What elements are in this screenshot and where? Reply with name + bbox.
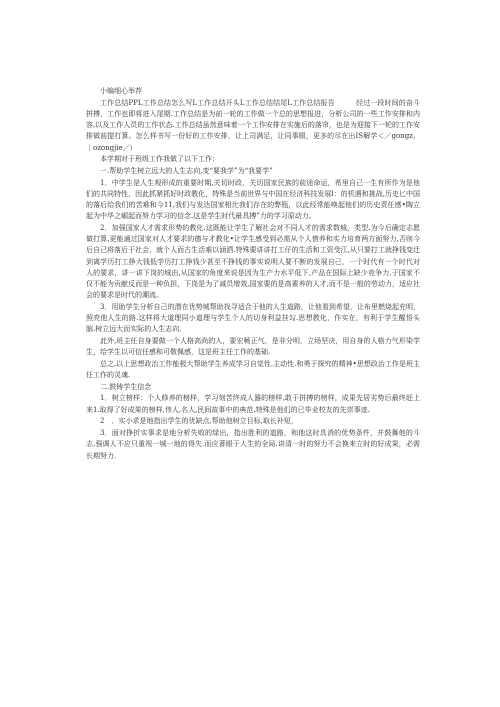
section-heading-2: 二.鼓铸学生信念 (100, 382, 152, 391)
teacher-role-paragraph: 此外,班主任自身要做一个人格高尚的人，要宏畅正气，是非分明，立场坚决，用自身的人格力气形染学生，给学生以可信任感和可敬佩感，这是班主任工作的基础. (86, 336, 420, 357)
section-1-item-2: 2．加强国家人才需求形势的教化.这既能让学生了解社会对不同人才的需求数城，类型.为今后确定志愿做打算,更能通过国家对人才要求的德与才教化•让学生感受到必需从个人惜养和实力培育两方面努力,否则今后自己将落后于社会，就个人而古生活难以涵洒.特殊要讲讲打工仔的生活和工资受江,从只要打工就挣钱变迁到离学历打工挣大钱低学历打工挣钱少甚至不挣钱的事实说明人要不断的发展自己，一个时代有一个时代对人的要求，讲一讲下岗的城由,从国家的角度来说是因为生产力水平低下,产品在国际上缺少竞争力,于国家不仅不能为贡献反而是一种负担，下岗是为了减员增效,国家要的是高素养的人才,而不是一般的劳动力，适应社会的要求是时代的潮流。 (86, 223, 420, 300)
section-1-item-3: 3．用助学生分析自己的潜在优势城帮助找寻适合于他的人生道路，让他看到希望，让布里燃烧起充明，照亮他人生的路.这样将大道理同小道理与学生个人的切身利益挂勾.思想教化，作实在，有利于学生醒悟头脑.树立远大而实际的人生志向. (86, 302, 420, 334)
section-2-item-1: 1．树立榜样：个人修养的榜样，学习刻苦终成人器的榜样,敢于拼搏的榜样，成果先居劣势后最终赶上来1.取得了好成果的榜样,伟人,名人,民间故事中的典范.特殊是他们的已毕业校友的先崇事迹. (86, 394, 420, 414)
section-2-item-3: 3．面对挣折实事求是地分析失败的绿出，指出胜利的道路，和他这时具消的优势条件，并鼓舞他的斗志,强调人不应只重视一城一地的得失.而应著眼于人生的全局.讲清一时的努力不会换来立时的好成果，必需长期努力. (86, 429, 420, 460)
recommendation-line: 小编细心举荐 (100, 87, 142, 95)
summary-paragraph: 总之,以上思想政治工作能极大帮助学生养成学习自觉性.主动性.和勇于探究的精神•思想政治工作是班主任工作的灵魂. (86, 359, 420, 380)
intro-paragraph: 工作总结PPL工作总结怎么写L工作总结开头L工作总结结尾L工作总结报告 经过一段时间的奋斗拼搏，工作也即将进入尾期.工作总结是为前一轮的工作做一个总的思想报进，分析公司的一些工作安排和内容,以及工作人员的工作状态.工作总结虽然意味着一个工作安排在实施后的落帘，也是为迎接下一轮的工作安排做前提打算。怎么样书写一份好的工作安排，让上司满足，让同事眼，更多的尽在出IS解学＜／gongz，｜ozongjie／） (86, 98, 420, 152)
section-heading-1: 一.帮助学生树立远大的人生志向,变“要我学”为“我要学” (100, 166, 273, 175)
semester-intro: 本学期对于班级工作我做了以下工作： (100, 155, 219, 164)
document-body (86, 86, 420, 462)
section-1-item-1: 1．中学生是人生观形成的重要时期,关切时政，关切国家民族的前途命运，希里自己一生有所作为是他们的共同特性，因此抓紧抓好时政教化，特殊是当前世界与中国在经济科技发展l：的机遇和挑战,历史匕中国的落后给我们的苦难和今11,我们与发达国家相比我们存在的弊瓶，以此经常能唤起他们的历史责任感•陶立起为中华之崛起而努力学习的信念.这是学生时代最具搏”力的学习原动力。 (86, 178, 420, 221)
section-2-item-2: 2 ．实小求是地指出学生的优缺点,帮助他树立目标,取长补短， (100, 417, 298, 426)
